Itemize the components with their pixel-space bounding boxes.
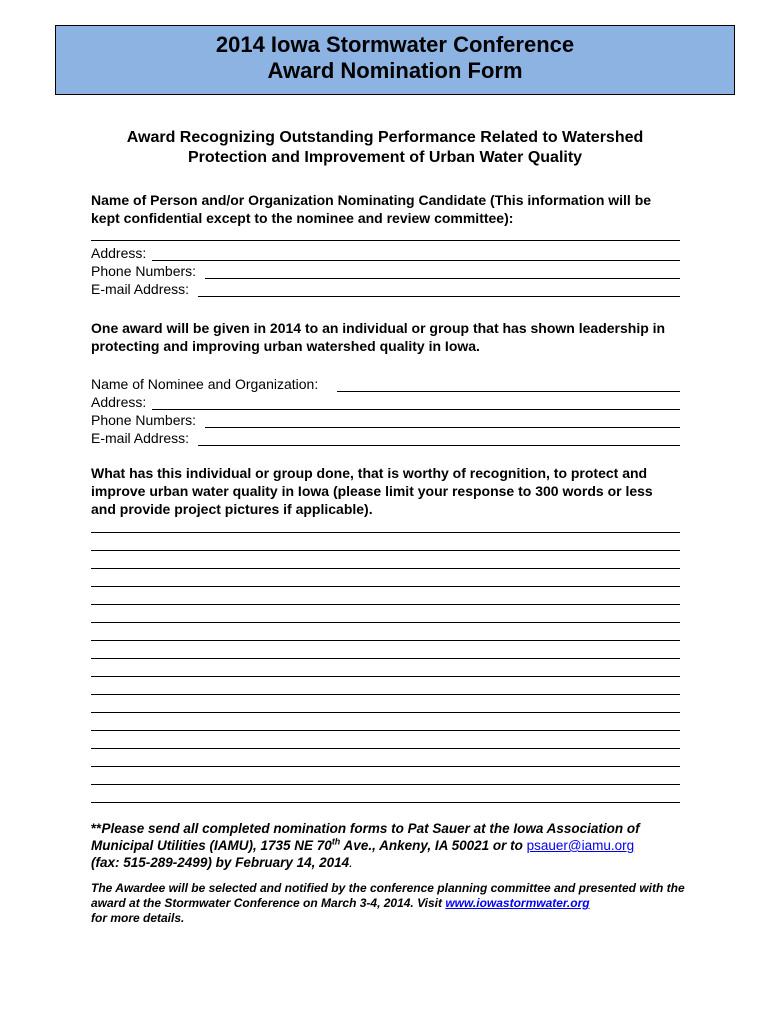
response-line[interactable] <box>91 730 680 731</box>
email-link[interactable]: psauer@iamu.org <box>526 838 635 853</box>
nominee-phone-line[interactable] <box>205 427 680 428</box>
note-period: . <box>349 855 353 870</box>
award-subtitle-line1: Award Recognizing Outstanding Performance Related to Watershed <box>126 129 644 146</box>
note-text-c: (fax: 515-289-2499) by February 14, 2014 <box>91 855 350 870</box>
nominator-email-line[interactable] <box>198 296 680 297</box>
award-statement: One award will be given in 2014 to an individual or group that has shown leadership in protecting and improving urban watershed quality in Iowa. <box>91 320 666 354</box>
response-line[interactable] <box>91 694 680 695</box>
response-line[interactable] <box>91 622 680 623</box>
nominator-phone-field[interactable] <box>91 262 680 280</box>
awardee-tail: for more details. <box>91 911 185 925</box>
title-banner <box>55 25 735 95</box>
nominator-email-label: E-mail Address: <box>91 281 190 297</box>
nominee-name-line[interactable] <box>337 391 680 392</box>
nominator-phone-line[interactable] <box>205 278 680 279</box>
response-line[interactable] <box>91 604 680 605</box>
submission-note <box>91 820 691 871</box>
nominee-address-field[interactable] <box>91 393 680 411</box>
nominee-name-label: Name of Nominee and Organization: <box>91 376 319 392</box>
nominator-address-field[interactable] <box>91 244 680 262</box>
award-subtitle-line2: Protection and Improvement of Urban Water Quality <box>187 149 583 166</box>
nominator-address-line[interactable] <box>152 260 680 261</box>
note-sup: th <box>331 836 341 847</box>
nominator-address-label: Address: <box>91 245 147 261</box>
nominee-email-line[interactable] <box>198 445 680 446</box>
question-text: What has this individual or group done, that is worthy of recognition, to protect and improve urban water quality in Iowa (please limit your response to 300 words or less and provide project pictures if applicable). <box>91 465 653 517</box>
website-link[interactable]: www.iowastormwater.org <box>445 896 590 910</box>
response-line[interactable] <box>91 766 680 767</box>
form-title-line2: Award Nomination Form <box>267 58 523 83</box>
nominee-phone-field[interactable] <box>91 411 680 429</box>
award-subtitle <box>60 128 710 168</box>
response-line[interactable] <box>91 658 680 659</box>
response-line[interactable] <box>91 568 680 569</box>
awardee-text: The Awardee will be selected and notified by the conference planning committee and presented with the award at the Stormwater Conference on March 3-4, 2014. Visit <box>91 881 685 910</box>
nominee-address-label: Address: <box>91 394 147 410</box>
awardee-note <box>91 881 691 926</box>
response-line[interactable] <box>91 640 680 641</box>
response-line[interactable] <box>91 712 680 713</box>
note-asterisks: ** <box>91 821 102 836</box>
nominee-email-field[interactable] <box>91 429 680 447</box>
response-line[interactable] <box>91 784 680 785</box>
note-text-b: Ave., Ankeny, IA 50021 or to <box>340 838 527 853</box>
nominator-heading: Name of Person and/or Organization Nominating Candidate (This information will be kept confidential except to the nominee and review committee): <box>91 192 652 226</box>
response-line[interactable] <box>91 748 680 749</box>
nominee-email-label: E-mail Address: <box>91 430 190 446</box>
response-line[interactable] <box>91 586 680 587</box>
response-line[interactable] <box>91 550 680 551</box>
nominator-email-field[interactable] <box>91 280 680 298</box>
response-line[interactable] <box>91 802 680 803</box>
note-text-a: Please send all completed nomination forms to Pat Sauer at the Iowa Association of Municipal Utilities (IAMU), 1735 NE 70 <box>91 821 640 853</box>
form-title-line1: 2014 Iowa Stormwater Conference <box>215 32 575 57</box>
nominator-name-line[interactable] <box>91 240 680 241</box>
nominee-address-line[interactable] <box>152 409 680 410</box>
nominator-phone-label: Phone Numbers: <box>91 263 197 279</box>
response-line[interactable] <box>91 676 680 677</box>
nominee-name-field[interactable] <box>91 375 680 393</box>
nominee-phone-label: Phone Numbers: <box>91 412 197 428</box>
response-line[interactable] <box>91 532 680 533</box>
